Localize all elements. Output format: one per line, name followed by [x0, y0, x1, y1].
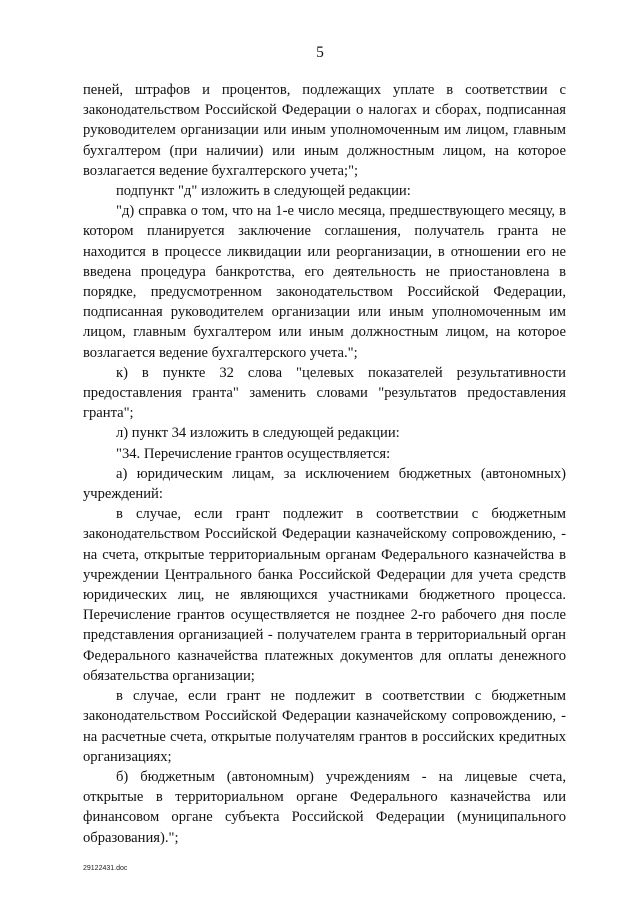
paragraph: а) юридическим лицам, за исключением бюджетных (автономных) учреждений: — [83, 465, 566, 503]
paragraph: "д) справка о том, что на 1-е число месяца, предшествующего месяцу, в котором планируется заключение соглашения, получатель гранта не находится в процессе ликвидации или реорганизации, в отношении его не введена процедура банкротства, его деятельность не приостановлена в порядке, предусмотренном законодательством Российской Федерации, подписанная руководителем организации или иным уполномоченным им лицом, главным бухгалтером или иным должностным лицом, на которое возлагается ведение бухгалтерского учета."; — [83, 203, 566, 361]
paragraph: пеней, штрафов и процентов, подлежащих уплате в соответствии с законодательством Российской Федерации о налогах и сборах, подписанная руководителем организации или иным уполномоченным им лицом, главным бухгалтером (при наличии) или иным должностным лицом, на которое возлагается ведение бухгалтерского учета;"; — [83, 82, 566, 179]
paragraph: в случае, если грант не подлежит в соответствии с бюджетным законодательством Российской Федерации казначейскому сопровождению, - на расчетные счета, открытые получателям грантов в российских кредитных организациях; — [83, 688, 566, 765]
paragraph: б) бюджетным (автономным) учреждениям - на лицевые счета, открытые в территориальном органе Федерального казначейства или финансовом органе субъекта Российской Федерации (муниципального образования)."; — [83, 768, 566, 846]
paragraph: "34. Перечисление грантов осуществляется: — [116, 445, 391, 462]
paragraph: л) пункт 34 изложить в следующей редакции: — [116, 425, 400, 442]
footer-file-code: 29122431.doc — [83, 865, 128, 872]
paragraph: к) в пункте 32 слова "целевых показателей результативности предоставления гранта" заменить словами "результатов предоставления гранта"; — [83, 364, 566, 422]
paragraph: подпункт "д" изложить в следующей редакции: — [116, 183, 411, 200]
document-body — [83, 80, 566, 848]
page-number: 5 — [316, 44, 324, 61]
paragraph: в случае, если грант подлежит в соответствии с бюджетным законодательством Российской Федерации казначейскому сопровождению, - на счета, открытые территориальным органам Федерального казначейства в учреждении Центрального банка Российской Федерации для учета средств юридических лиц, не являющихся участниками бюджетного процесса. Перечисление грантов осуществляется не позднее 2-го рабочего дня после представления организацией - получателем гранта в территориальный орган Федерального казначейства платежных документов для оплаты денежного обязательства организации; — [83, 506, 566, 684]
